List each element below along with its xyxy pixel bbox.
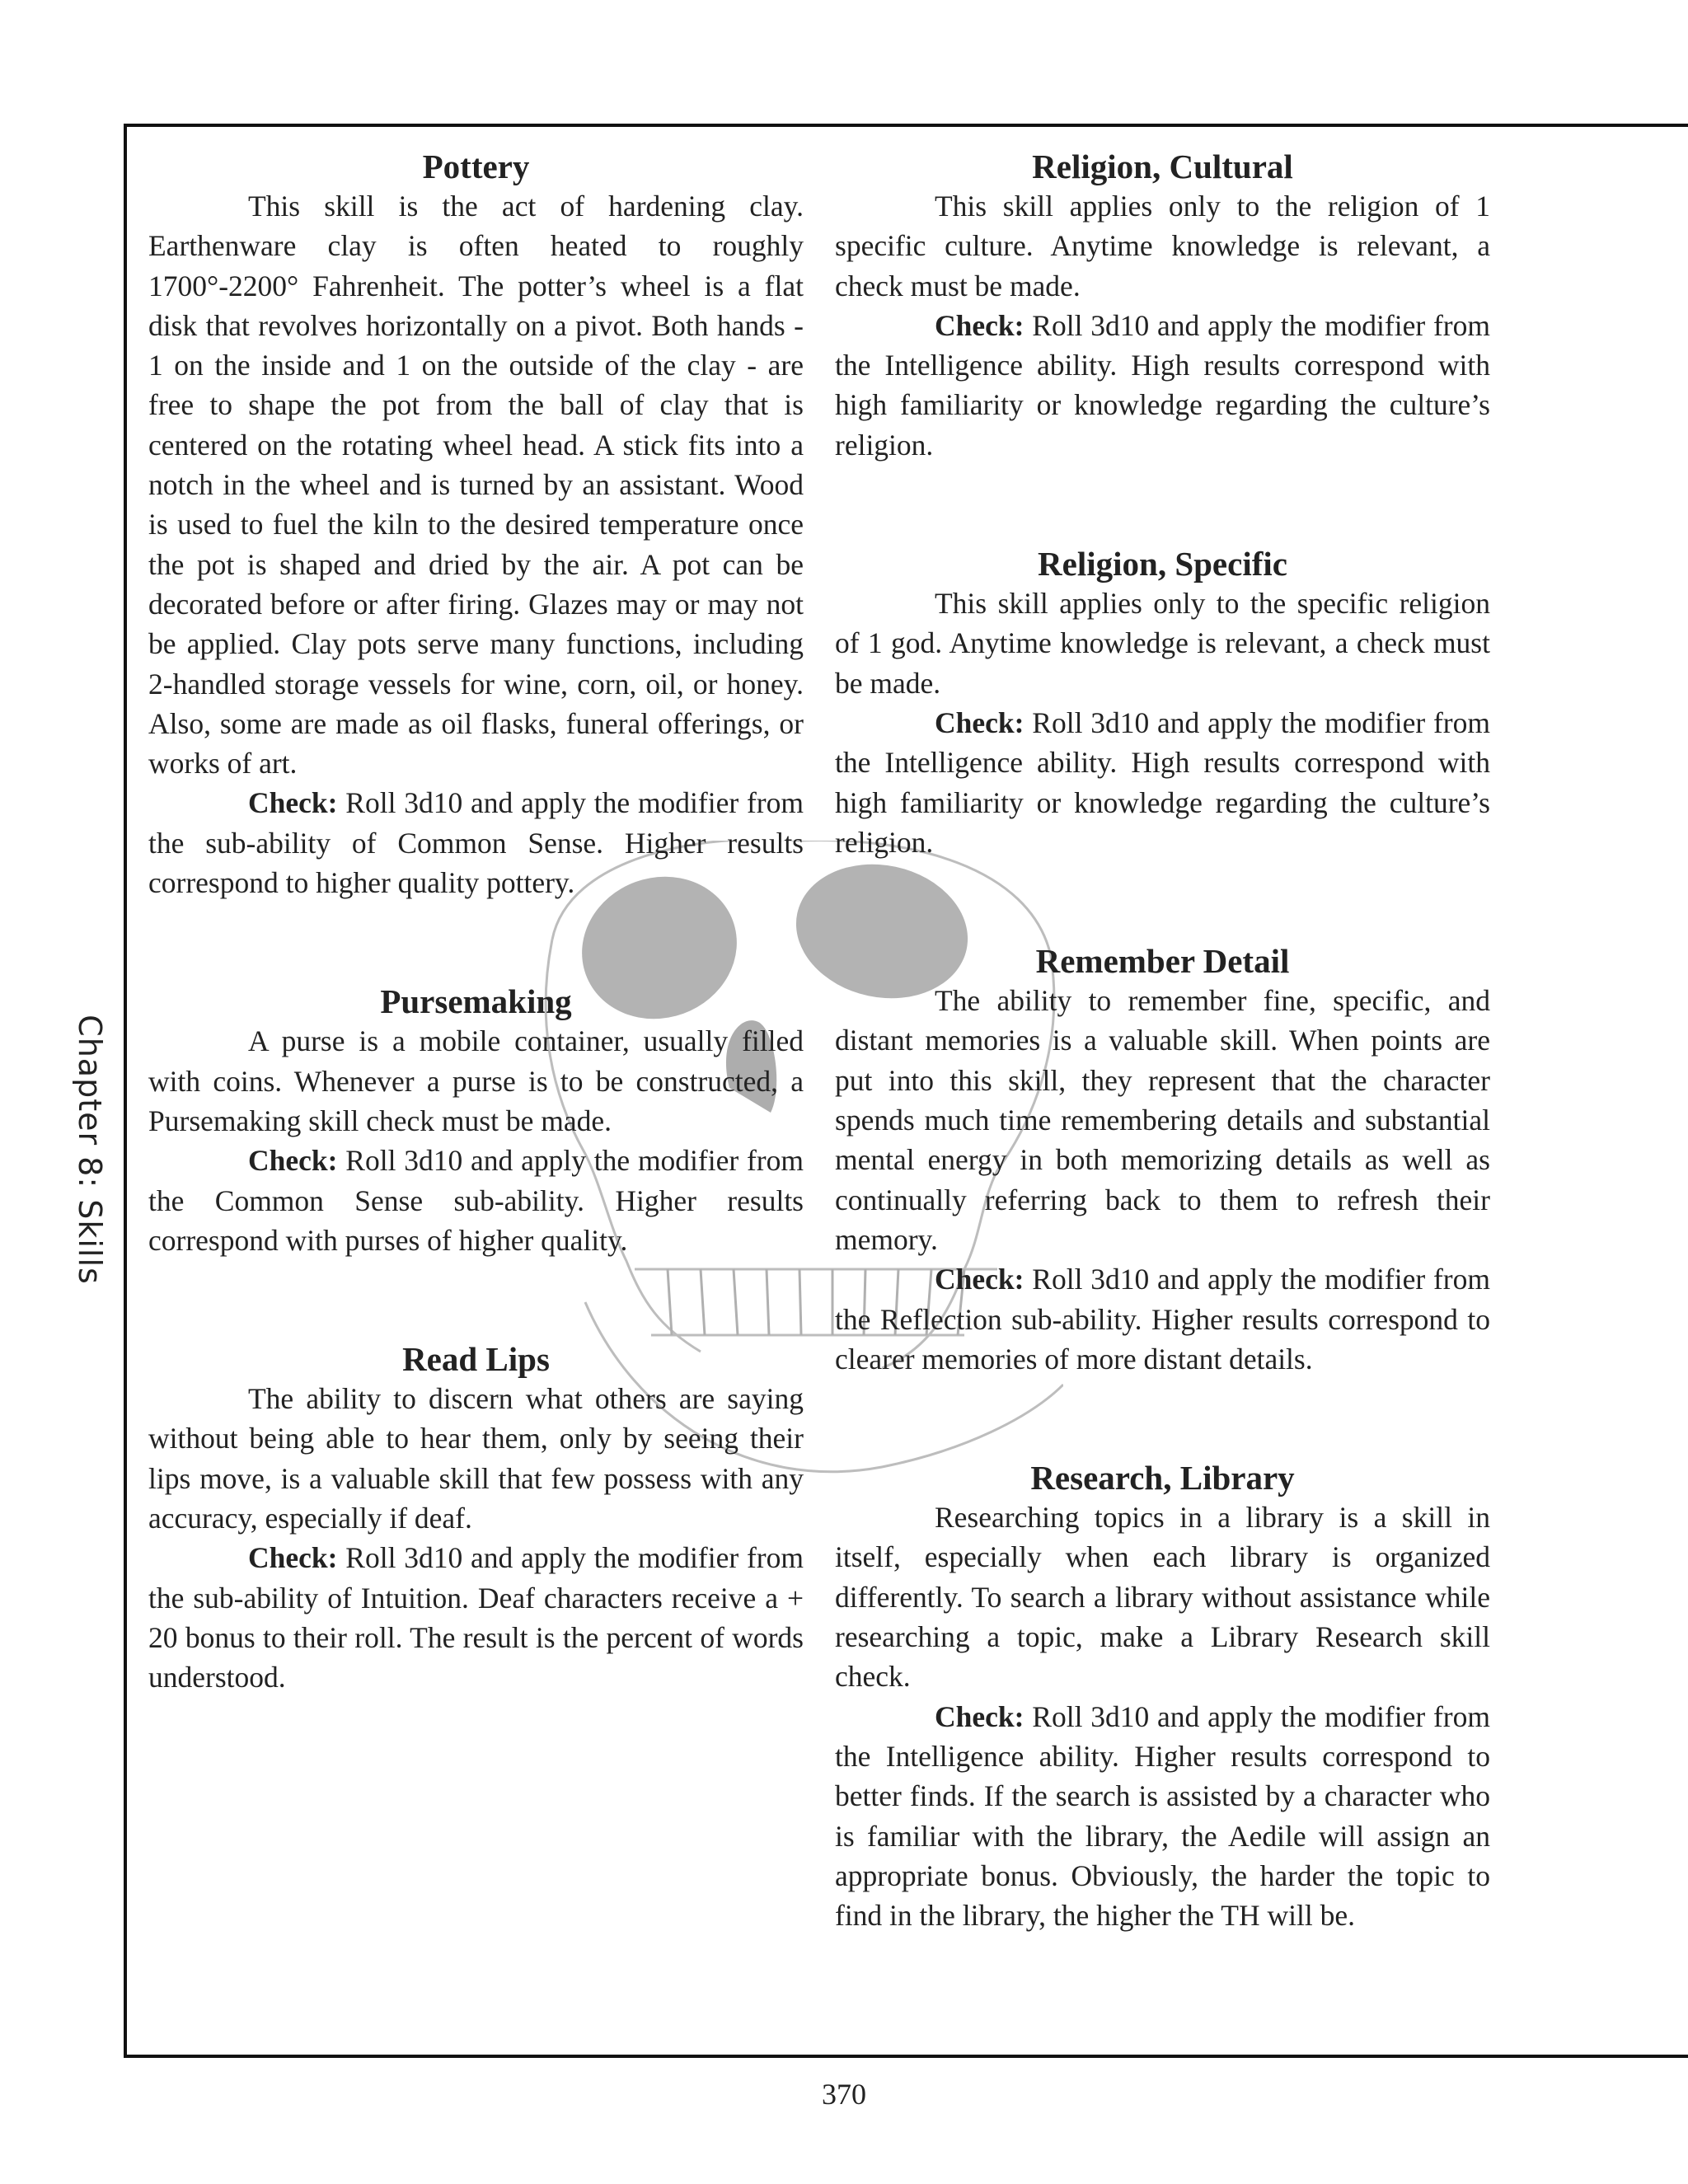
skill-section-pottery — [148, 147, 804, 902]
section-paragraph — [835, 186, 1490, 306]
section-title: Read Lips — [402, 1340, 550, 1379]
section-title: Research, Library — [1030, 1459, 1295, 1497]
page-number: 370 — [822, 2078, 866, 2111]
skill-section-religion-cultural — [835, 147, 1490, 465]
check-label: Check: — [935, 1699, 1025, 1733]
skill-section-pursemaking — [148, 982, 804, 1260]
section-title: Remember Detail — [1035, 942, 1290, 981]
section-paragraph — [148, 1021, 804, 1141]
section-paragraph — [835, 583, 1490, 703]
section-paragraph — [148, 1379, 804, 1538]
section-title: Religion, Specific — [1038, 545, 1287, 583]
right-column — [835, 147, 1490, 1935]
check-paragraph — [835, 1697, 1490, 1936]
check-paragraph — [148, 1141, 804, 1260]
section-text: A purse is a mobile container, usually filled with coins. Whenever a purse is to be constructed, a Pursemaking skill check must be made. — [148, 1024, 804, 1137]
left-column — [148, 147, 804, 1698]
check-text: Roll 3d10 and apply the modifier from the sub-ability of Intuition. Deaf characters receive a + 20 bonus to their roll. The result is the percent of words understood. — [148, 1541, 804, 1694]
check-label: Check: — [935, 1263, 1025, 1296]
check-label: Check: — [248, 1541, 338, 1575]
section-text: This skill applies only to the specific religion of 1 god. Anytime knowledge is relevant, a check must be made. — [835, 587, 1490, 700]
check-text: Roll 3d10 and apply the modifier from the sub-ability of Common Sense. Higher results correspond to higher quality pottery. — [148, 786, 804, 900]
section-text: The ability to remember fine, specific, and distant memories is a valuable skill. When points are put into this skill, they represent that the character spends much time remembering details and substantial mental energy in both memorizing details as well as continually referring back to them to refresh their memory. — [835, 984, 1490, 1256]
skill-section-read-lips — [148, 1339, 804, 1697]
skill-section-research-library — [835, 1458, 1490, 1935]
section-paragraph — [835, 1497, 1490, 1696]
check-text: Roll 3d10 and apply the modifier from the Reflection sub-ability. Higher results correspond to clearer memories of more distant details. — [835, 1263, 1490, 1376]
section-text: This skill is the act of hardening clay. Earthenware clay is often heated to roughly 1700°-2200° Fahrenheit. The potter’s wheel is a flat disk that revolves horizontally on a pivot. Both hands - 1 on the inside and 1 on the outside of the clay - are free to shape the pot from the ball of clay that is centered on the rotating wheel head. A stick fits into a notch in the wheel and is turned by an assistant. Wood is used to fuel the kiln to the desired temperature once the pot is shaped and dried by the air. A pot can be decorated before or after firing. Glazes may or may not be applied. Clay pots serve many functions, including 2-handled storage vessels for wine, corn, oil, or honey. Also, some are made as oil flasks, funeral offerings, or works of art. — [148, 190, 804, 780]
check-label: Check: — [935, 308, 1025, 342]
check-text: Roll 3d10 and apply the modifier from the Intelligence ability. Higher results correspond to better finds. If the search is assisted by a character who is familiar with the library, the Aedile will assign an appropriate bonus. Obviously, the harder the topic to find in the library, the higher the TH will be. — [835, 1699, 1490, 1933]
skill-section-remember-detail — [835, 941, 1490, 1379]
check-label: Check: — [248, 1144, 338, 1178]
check-paragraph — [835, 703, 1490, 862]
check-paragraph — [148, 783, 804, 902]
check-label: Check: — [248, 786, 338, 820]
check-paragraph — [148, 1538, 804, 1697]
check-text: Roll 3d10 and apply the modifier from the Intelligence ability. High results correspond with high familiarity or knowledge regarding the culture’s religion. — [835, 705, 1490, 859]
section-text: The ability to discern what others are saying without being able to hear them, only by seeing their lips move, is a valuable skill that few possess with any accuracy, especially if deaf. — [148, 1382, 804, 1535]
frame-bottom-rule — [124, 2055, 1688, 2058]
section-title: Pottery — [422, 148, 530, 185]
frame-left-rule — [124, 124, 127, 2057]
section-text: This skill applies only to the religion of 1 specific culture. Anytime knowledge is relevant, a check must be made. — [835, 190, 1490, 302]
check-text: Roll 3d10 and apply the modifier from the Intelligence ability. High results correspond with high familiarity or knowledge regarding the culture’s religion. — [835, 308, 1490, 462]
section-paragraph — [835, 981, 1490, 1259]
check-text: Roll 3d10 and apply the modifier from the Common Sense sub-ability. Higher results correspond with purses of higher quality. — [148, 1144, 804, 1257]
skill-section-religion-specific — [835, 544, 1490, 862]
section-text: Researching topics in a library is a skill in itself, especially when each library is organized differently. To search a library without assistance while researching a topic, make a Library Research skill check. — [835, 1501, 1490, 1694]
check-paragraph — [835, 306, 1490, 465]
check-paragraph — [835, 1259, 1490, 1379]
section-title: Pursemaking — [380, 982, 572, 1021]
frame-top-rule — [124, 124, 1688, 127]
section-title: Religion, Cultural — [1032, 148, 1293, 185]
check-label: Check: — [935, 705, 1025, 739]
chapter-side-label: Chapter 8: Skills — [72, 1015, 108, 1285]
section-paragraph — [148, 186, 804, 783]
